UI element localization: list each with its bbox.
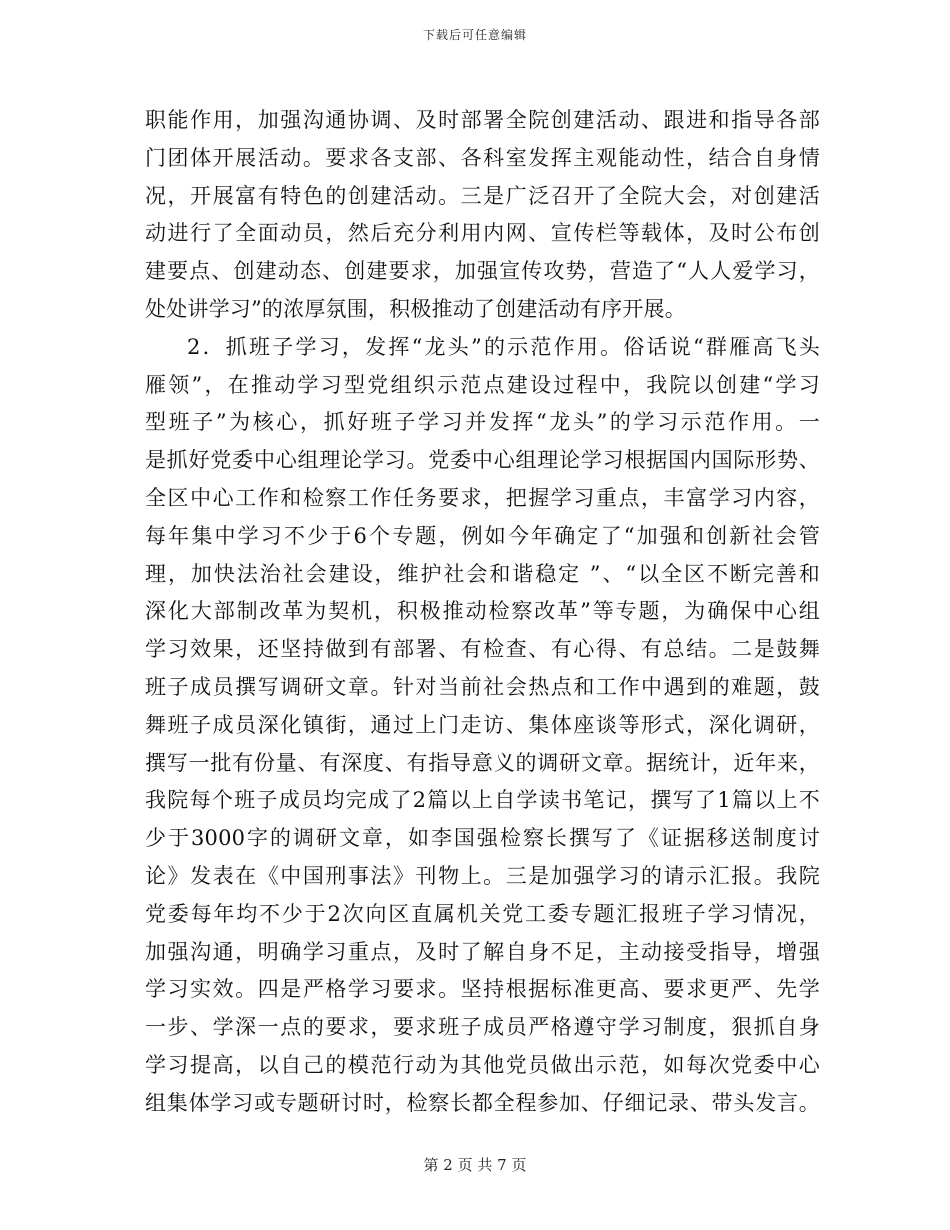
body-line: 型班子”为核心，抓好班子学习并发挥“龙头”的学习示范作用。一 — [145, 410, 820, 435]
body-line: 一步、学深一点的要求，要求班子成员严格遵守学习制度，狠抓自身 — [145, 1015, 820, 1040]
body-line: 组集体学习或专题研讨时，检察长都全程参加、仔细记录、带头发言。 — [145, 1090, 820, 1115]
body-line: 班子成员撰写调研文章。针对当前社会热点和工作中遇到的难题，鼓 — [145, 674, 820, 699]
body-line: 建要点、创建动态、创建要求，加强宣传攻势，营造了“人人爱学习， — [145, 259, 820, 284]
body-text — [145, 102, 820, 1123]
body-line: 论》发表在《中国刑事法》刊物上。三是加强学习的请示汇报。我院 — [145, 863, 820, 888]
header-note: 下载后可任意编辑 — [422, 28, 527, 42]
body-line: 全区中心工作和检察工作任务要求，把握学习重点，丰富学习内容， — [145, 485, 820, 510]
body-line: 是抓好党委中心组理论学习。党委中心组理论学习根据国内国际形势、 — [145, 448, 820, 473]
body-line: 处处讲学习”的浓厚氛围，积极推动了创建活动有序开展。 — [145, 296, 686, 321]
body-line: 理，加快法治社会建设，维护社会和谐稳定 ”、“以全区不断完善和 — [145, 561, 820, 586]
body-line: 加强沟通，明确学习重点，及时了解自身不足，主动接受指导，增强 — [145, 939, 820, 964]
body-line: 我院每个班子成员均完成了2篇以上自学读书笔记，撰写了1篇以上不 — [145, 788, 820, 813]
body-line: 学习提高，以自己的模范行动为其他党员做出示范，如每次党委中心 — [145, 1052, 820, 1077]
body-line: 职能作用，加强沟通协调、及时部署全院创建活动、跟进和指导各部 — [145, 108, 820, 132]
body-line: 党委每年均不少于2次向区直属机关党工委专题汇报班子学习情况， — [145, 901, 820, 926]
body-line: 每年集中学习不少于6个专题，例如今年确定了“加强和创新社会管 — [145, 523, 820, 548]
body-line: 况，开展富有特色的创建活动。三是广泛召开了全院大会，对创建活 — [145, 183, 820, 208]
body-line: 学习效果，还坚持做到有部署、有检查、有心得、有总结。二是鼓舞 — [145, 637, 820, 662]
body-line: 学习实效。四是严格学习要求。坚持根据标准更高、要求更严、先学 — [145, 977, 820, 1002]
body-line: 少于3000字的调研文章，如李国强检察长撰写了《证据移送制度讨 — [145, 826, 820, 851]
body-line: 2．抓班子学习，发挥“龙头”的示范作用。俗话说“群雁高飞头 — [187, 334, 820, 359]
body-line: 深化大部制改革为契机，积极推动检察改革”等专题，为确保中心组 — [145, 599, 820, 624]
page-number-footer — [0, 1154, 950, 1175]
body-line: 撰写一批有份量、有深度、有指导意义的调研文章。据统计，近年来， — [145, 750, 820, 775]
body-line: 动进行了全面动员，然后充分利用内网、宣传栏等载体，及时公布创 — [145, 221, 820, 246]
body-line: 雁领”，在推动学习型党组织示范点建设过程中，我院以创建“学习 — [145, 372, 820, 397]
page-number-label: 第 2 页 共 7 页 — [423, 1156, 527, 1174]
body-line: 舞班子成员深化镇街，通过上门走访、集体座谈等形式，深化调研， — [145, 712, 820, 737]
body-line: 门团体开展活动。要求各支部、各科室发挥主观能动性，结合自身情 — [145, 145, 820, 170]
